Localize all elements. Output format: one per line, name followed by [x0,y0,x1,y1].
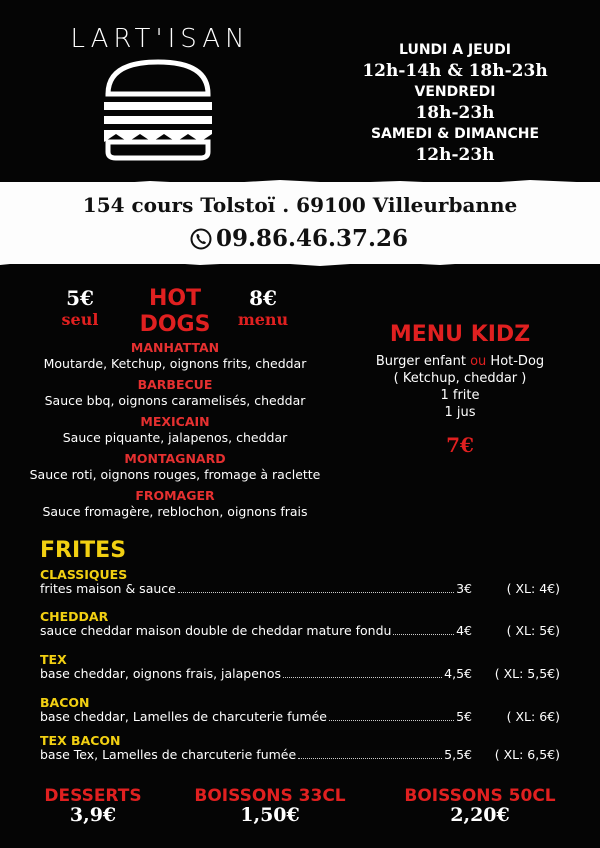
dot-leader [178,591,454,593]
hotdog-item [20,377,330,410]
menu-kidz-title: MENU KIDZ [389,322,531,347]
hotdog-name: MONTAGNARD [124,451,226,466]
band-tear-bottom [0,256,600,268]
frite-name: CLASSIQUES [40,567,128,582]
hotdog-item [20,488,330,521]
hotdog-desc: Moutarde, Ketchup, oignons frits, cheddar [43,356,307,371]
menu-kidz-burger: Burger enfant [375,354,471,369]
menu-kidz-or: ou [470,354,487,369]
frite-name: TEX [40,652,67,667]
frite-row [40,709,560,725]
menu-kidz-line1 [360,353,560,370]
drinks-33cl-price: 1,50€ [240,804,300,826]
dot-leader [298,757,442,759]
frite-xl-price: ( XL: 6€) [506,709,560,724]
frite-desc: frites maison & sauce [40,581,176,596]
frite-item [40,610,560,639]
frite-xl-price: ( XL: 4€) [506,581,560,596]
drinks-33cl-label: BOISSONS 33CL [194,786,346,806]
frite-xl-price: ( XL: 5,5€) [494,666,560,681]
hours-label-weekday: LUNDI A JEUDI [399,42,511,58]
menu-kidz-price: 7€ [446,433,474,457]
hours-label-weekend: SAMEDI & DIMANCHE [370,126,540,142]
hotdog-name: FROMAGER [135,488,215,503]
menu-kidz-line3: 1 frite [440,388,480,403]
frite-desc: base cheddar, oignons frais, jalapenos [40,666,282,681]
hotdog-desc: Sauce fromagère, reblochon, oignons frais [42,504,308,519]
drinks-50cl-price: 2,20€ [450,804,510,826]
hours-value-friday: 18h-23h [415,103,495,123]
frite-item [40,653,560,682]
hotdog-name: MANHATTAN [130,340,220,355]
hotdog-item [20,451,330,484]
menu-kidz-line4: 1 jus [444,405,476,420]
brand-name: LART'ISAN [70,24,250,54]
burger-icon [100,58,216,162]
frite-item [40,734,560,763]
hotdog-item [20,414,330,447]
band-tear-top [0,178,600,188]
hotdog-desc: Sauce piquante, jalapenos, cheddar [62,430,288,445]
frite-name: TEX BACON [40,733,121,748]
hours-value-weekday: 12h-14h & 18h-23h [362,61,548,81]
phone-text: 09.86.46.37.26 [216,225,409,252]
frite-xl-price: ( XL: 6,5€) [494,747,560,762]
hotdogs-title-line2: DOGS [139,312,211,337]
hotdog-desc: Sauce bbq, oignons caramelisés, cheddar [44,393,306,408]
menu-kidz-line2: ( Ketchup, cheddar ) [393,371,527,386]
frite-price: 3€ [456,581,472,596]
hours-value-weekend: 12h-23h [415,145,495,165]
hotdog-desc: Sauce roti, oignons rouges, fromage à raclette [29,467,321,482]
hours-label-friday: VENDREDI [414,84,496,100]
hotdogs-title-line1: HOT [148,286,202,311]
frite-row [40,623,560,639]
hotdog-price-alone-label: seul [61,310,99,329]
hotdogs-title [120,286,230,338]
frite-row [40,666,560,682]
frite-name: BACON [40,695,90,710]
dot-leader [283,676,442,678]
phone-icon [190,228,212,250]
drinks-50cl-label: BOISSONS 50CL [404,786,556,806]
hotdog-list [20,340,330,525]
hotdog-price-menu: 8€ [249,286,277,310]
phone-number[interactable] [190,225,450,252]
hotdog-price-alone: 5€ [66,286,94,310]
hotdog-item [20,340,330,373]
frite-price: 4€ [456,623,472,638]
frite-item [40,568,560,597]
hotdog-name: MEXICAIN [140,414,210,429]
opening-hours [350,40,560,166]
address: 154 cours Tolstoï . 69100 Villeurbanne [82,193,518,217]
frite-price: 5,5€ [444,747,472,762]
frite-item [40,696,560,725]
frite-name: CHEDDAR [40,609,109,624]
frite-row [40,747,560,763]
frite-desc: base Tex, Lamelles de charcuterie fumée [40,747,297,762]
frite-xl-price: ( XL: 5€) [506,623,560,638]
desserts-price: 3,9€ [69,804,117,826]
menu-kidz-hotdog: Hot-Dog [486,354,545,369]
hotdog-price-menu-label: menu [237,310,289,329]
dot-leader [393,633,454,635]
frite-row [40,581,560,597]
frites-title: FRITES [40,538,127,563]
frite-desc: base cheddar, Lamelles de charcuterie fumée [40,709,327,724]
desserts-label: DESSERTS [44,786,142,806]
frite-price: 4,5€ [444,666,472,681]
menu-kidz [360,322,560,457]
dot-leader [329,719,454,721]
frite-desc: sauce cheddar maison double de cheddar mature fondu [40,623,392,638]
frite-price: 5€ [456,709,472,724]
hotdog-name: BARBECUE [137,377,213,392]
